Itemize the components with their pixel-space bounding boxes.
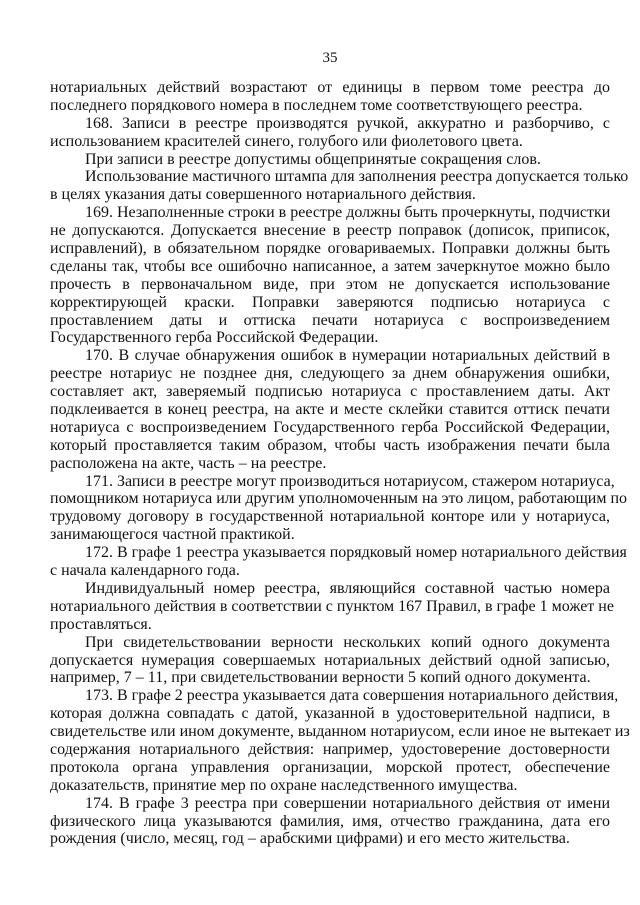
text-line: Индивидуальный номер реестра, являющийся составной частью номера	[85, 579, 610, 597]
text-line: в целях указания даты совершенного нотариального действия.	[50, 186, 476, 204]
text-line: доказательств, принятие мер по охране наследственного имущества.	[50, 776, 518, 794]
text-line: корректирующей краски. Поправки заверяются подписью нотариуса с	[50, 293, 610, 311]
text-line: нотариуса с воспроизведением Государственного герба Российской Федерации,	[50, 418, 610, 436]
text-line: занимающегося частной практикой.	[50, 526, 295, 544]
text-line: составляет акт, заверяемый подписью нотариуса с проставлением даты. Акт	[50, 383, 610, 401]
text-line: нотариального действия в соответствии с пунктом 167 Правил, в графе 1 может не	[50, 597, 614, 615]
text-line: 169. Незаполненные строки в реестре должны быть прочеркнуты, подчистки	[85, 204, 611, 222]
text-line: подклеивается в конец реестра, на акте и месте склейки ставится оттиск печати	[50, 401, 610, 419]
text-line: последнего порядкового номера в последнем томе соответствующего реестра.	[50, 96, 583, 114]
paragraph	[50, 579, 614, 634]
text-line: свидетельстве или ином документе, выданном нотариусом, если иное не вытекает из	[50, 723, 630, 741]
paragraph	[50, 795, 610, 849]
text-line: сделаны так, чтобы все ошибочно написанное, а затем зачеркнутое можно было	[50, 257, 610, 275]
text-line: проставляться.	[50, 615, 152, 633]
text-line: 168. Записи в реестре производятся ручкой, аккуратно и разборчиво, с	[85, 114, 610, 132]
text-line: например, 7 – 11, при свидетельствовании верности 5 копий одного документа.	[50, 669, 591, 687]
text-line: прочесть в первоначальном виде, при этом не допускается использование	[50, 275, 610, 293]
paragraph	[50, 79, 610, 115]
text-line: с начала календарного года.	[50, 562, 240, 580]
text-line: 173. В графе 2 реестра указывается дата совершения нотариального действия,	[85, 687, 619, 705]
text-line: исправлений), в обязательном порядке оговариваемых. Поправки должны быть	[50, 240, 610, 258]
paragraph	[50, 472, 628, 545]
text-line: 172. В графе 1 реестра указывается порядковый номер нотариального действия	[85, 544, 627, 562]
text-line: 174. В графе 3 реестра при совершении нотариального действия от имени	[85, 794, 610, 812]
text-line: протокола органа управления организации, морской протест, обеспечение	[50, 758, 610, 776]
text-line: 170. В случае обнаружения ошибок в нумерации нотариальных действий в	[85, 347, 610, 365]
text-line: расположена на акте, часть – на реестре.	[50, 454, 327, 472]
text-line: помощником нотариуса или другим уполномоченным на это лицом, работающим по	[50, 490, 628, 508]
text-line: который проставляется таким образом, чтобы часть изображения печати была	[50, 436, 610, 454]
text-line: которая должна совпадать с датой, указанной в удостоверительной надписи, в	[50, 705, 610, 723]
text-line: реестре нотариус не позднее дня, следующего за днем обнаружения ошибки,	[50, 365, 610, 383]
text-line: нотариальных действий возрастают от единицы в первом томе реестра до	[50, 79, 610, 96]
paragraph	[50, 634, 610, 688]
paragraph	[50, 151, 610, 169]
paragraph	[50, 168, 629, 204]
document-body	[50, 79, 630, 848]
paragraph	[50, 115, 610, 151]
paragraph	[50, 687, 630, 794]
text-line: допускается нумерация совершаемых нотариальных действий одной записью,	[50, 651, 610, 669]
text-line: При свидетельствовании верности нескольких копий одного документа	[85, 633, 610, 651]
text-line: 171. Записи в реестре могут производиться нотариусом, стажером нотариуса,	[85, 472, 615, 490]
text-line: Государственного герба Российской Федерации.	[50, 329, 379, 347]
text-line: При записи в реестре допустимы общепринятые сокращения слов.	[85, 150, 541, 168]
text-line: рождения (число, месяц, год – арабскими цифрами) и его место жительства.	[50, 830, 570, 848]
page-number: 35	[322, 50, 338, 66]
text-line: физического лица указываются фамилия, имя, отчество гражданина, дата его	[50, 812, 610, 830]
text-line: Использование мастичного штампа для заполнения реестра допускается только	[85, 168, 629, 186]
text-line: использованием красителей синего, голубого или фиолетового цвета.	[50, 132, 523, 150]
paragraph	[50, 544, 627, 580]
paragraph	[50, 347, 610, 472]
text-line: трудовому договору в государственной нотариальной конторе или у нотариуса,	[50, 508, 610, 526]
text-line: проставлением даты и оттиска печати нотариуса с воспроизведением	[50, 311, 610, 329]
text-line: содержания нотариального действия: например, удостоверение достоверности	[50, 740, 610, 758]
paragraph	[50, 204, 610, 347]
text-line: не допускаются. Допускается внесение в реестр поправок (дописок, приписок,	[50, 222, 610, 240]
